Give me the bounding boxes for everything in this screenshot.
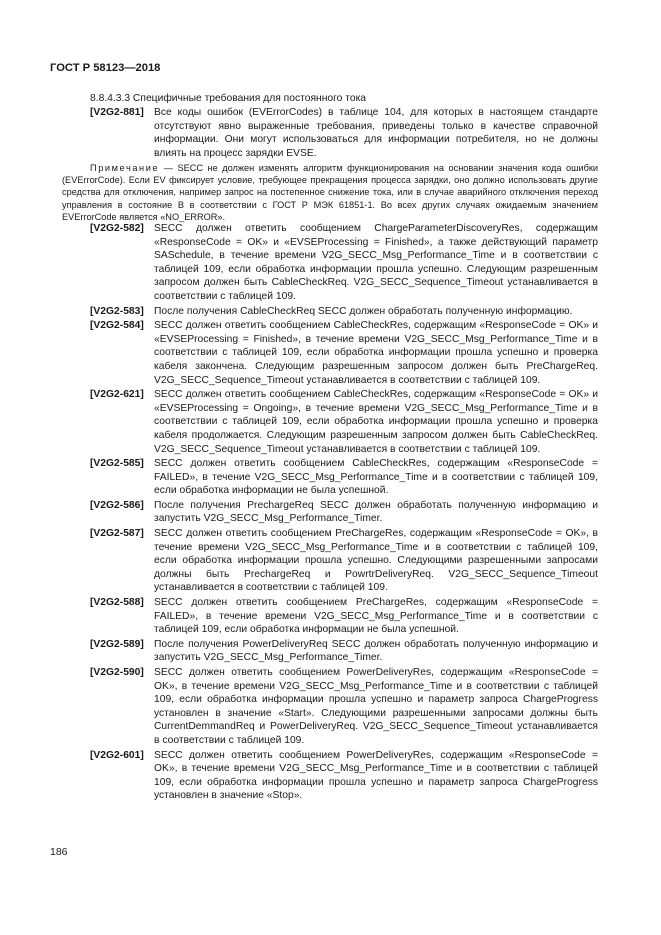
requirements-list bbox=[90, 222, 598, 804]
requirement-id: [V2G2-601] bbox=[90, 749, 144, 761]
requirement-item bbox=[90, 222, 598, 304]
requirement-text: SECC должен ответить сообщением CableCheckRes, содержащим «ResponseCode = OK» и «EVSEProcessing = Finished», в течение времени V2G_SECC_Msg_Performance_Time и в соответствии с таблицей 109, если обработка информации прошла успешно и проверка кабеля закончена. Следующим разрешенным запросом должен быть PreChargeReq. V2G_SECC_Sequence_Timeout устанавливается в соответствии с таблицей 109. bbox=[154, 320, 598, 386]
requirement-item bbox=[90, 596, 598, 637]
section-title: 8.8.4.3.3 Специфичные требования для постоянного тока bbox=[90, 93, 367, 104]
requirement-item bbox=[90, 106, 598, 160]
note-paragraph bbox=[62, 162, 598, 223]
requirement-item bbox=[90, 388, 598, 456]
requirement-item bbox=[90, 457, 598, 498]
requirement-text: SECC должен ответить сообщением PreChargeRes, содержащим «ResponseCode = FAILED», в течение времени V2G_SECC_Msg_Performance_Time и в соответствии с таблицей 109, если обработка информации не была успешной. bbox=[154, 597, 598, 636]
first-requirement-block bbox=[90, 106, 598, 161]
requirement-text: SECC должен ответить сообщением CableCheckRes, содержащим «ResponseCode = FAILED», в течение V2G_SECC_Msg_Performance_Time и в соответствии с таблицей 109, если обработка информации не была успешной. bbox=[154, 458, 598, 497]
requirement-item bbox=[90, 305, 598, 319]
requirement-id: [V2G2-621] bbox=[90, 389, 144, 401]
requirement-id: [V2G2-586] bbox=[90, 499, 144, 511]
requirement-text: После получения PrechargeReq SECC должен обработать полученную информацию и запустить V2G_SECC_Msg_Performance_Timer. bbox=[154, 499, 598, 525]
requirement-id: [V2G2-582] bbox=[90, 223, 144, 234]
requirement-text: SECC должен ответить сообщением PowerDeliveryRes, содержащим «ResponseCode = OK», в течение времени V2G_SECC_Msg_Performance_Time и в соответствии с таблицей 109, если обработка информации прошла успешно и параметр запроса ChargeProgress установлен в значение «Start». Следующими разрешенными запросами должны быть CurrentDemmandReq и PowerDeliveryReq. V2G_SECC_Sequence_Timeout устанавливается в соответствии с таблицей 109. bbox=[154, 667, 598, 746]
requirement-id: [V2G2-589] bbox=[90, 638, 144, 650]
requirement-text: SECC должен ответить сообщением ChargeParameterDiscoveryRes, содержащим «ResponseCode = OK» и «EVSEProcessing = Finished», а также действующий параметр SASchedule, в течение времени V2G_SECC_Msg_Performance_Time и в соответствии с таблицей 109, если обработка информации прошла успешно. Следующим разрешенным запросом должен быть CableCheckReq. V2G_SECC_Sequence_Timeout устанавливается в соответствии с таблицей 109. bbox=[154, 223, 598, 302]
requirement-id: [V2G2-585] bbox=[90, 458, 144, 470]
requirement-item bbox=[90, 666, 598, 748]
requirement-id: [V2G2-881] bbox=[90, 107, 144, 118]
requirement-item bbox=[90, 749, 598, 803]
requirement-text: После получения CableCheckReq SECC должен обработать полученную информацию. bbox=[154, 305, 573, 317]
requirement-item bbox=[90, 319, 598, 387]
requirement-text: Все коды ошибок (EVErrorCodes) в таблице 104, для которых в настоящем стандарте отсутствуют явно выраженные требования, приведены только в качестве справочной информации. Они могут использоваться для информации потребителя, но не должны влиять на процесс зарядки EVSE. bbox=[154, 107, 598, 159]
note-text: — SECC не должен изменять алгоритм функционирования на основании значения кода ошибки (EVErrorCode). Если EV фиксирует условие, требующее прекращения процесса зарядки, оно должно использовать другие средства для отключения, например запрос на постепенное снижение тока, или в случае аварийного отключения переход управления в состояние В в соответствии с ГОСТ Р МЭК 61851-1. Во всех других случаях ожидаемым значением EVErrorCode является «NO_ERROR». bbox=[62, 163, 598, 222]
requirement-id: [V2G2-584] bbox=[90, 320, 144, 332]
requirement-item bbox=[90, 638, 598, 665]
requirement-text: SECC должен ответить сообщением CableCheckRes, содержащим «ResponseCode = OK» и «EVSEProcessing = Ongoing», в течение времени V2G_SECC_Msg_Performance_Time и в соответствии с таблицей 109, если обработка информации прошла успешно и проверка кабеля продолжается. Следующим разрешенным запросом должен быть CableCheckReq. V2G_SECC_Sequence_Timeout устанавливается в соответствии с таблицей 109. bbox=[154, 389, 598, 455]
document-header: ГОСТ Р 58123—2018 bbox=[50, 62, 161, 74]
requirement-id: [V2G2-583] bbox=[90, 305, 144, 317]
requirement-text: После получения PowerDeliveryReq SECC должен обработать полученную информацию и запустить V2G_SECC_Msg_Performance_Timer. bbox=[154, 638, 598, 664]
requirement-id: [V2G2-587] bbox=[90, 528, 144, 540]
requirement-item bbox=[90, 527, 598, 595]
requirement-id: [V2G2-588] bbox=[90, 597, 144, 609]
page-number: 186 bbox=[50, 846, 68, 858]
requirement-text: SECC должен ответить сообщением PreChargeRes, содержащим «ResponseCode = OK», в течение времени V2G_SECC_Msg_Performance_Time и в соответствии с таблицей 109, если обработка информации прошла успешно. Следующими разрешенными запросами должны быть PrechargeReq и PowrtrDeliveryReq. V2G_SECC_Sequence_Timeout устанавливается в соответствии с таблицей 109. bbox=[154, 528, 598, 594]
requirement-text: SECC должен ответить сообщением PowerDeliveryRes, содержащим «ResponseCode = OK», в течение времени V2G_SECC_Msg_Performance_Time и в соответствии с таблицей 109, если обработка информации прошла успешно и параметр запроса ChargeProgress установлен в значение «Stop». bbox=[154, 749, 598, 802]
requirement-id: [V2G2-590] bbox=[90, 667, 144, 678]
note-label: Примечание bbox=[90, 163, 160, 173]
requirement-item bbox=[90, 499, 598, 526]
